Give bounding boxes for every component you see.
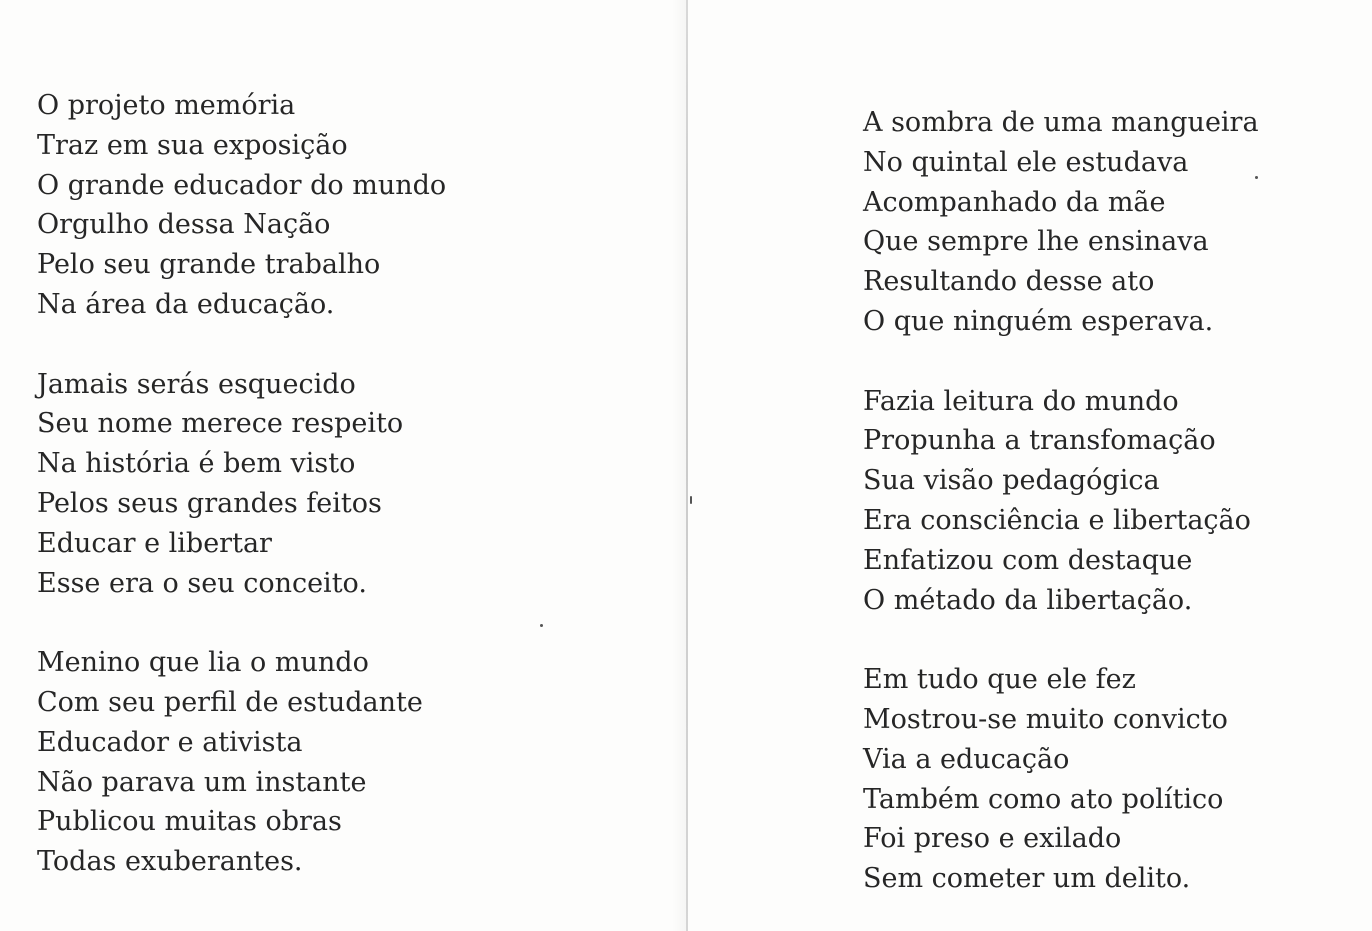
poem-line: Sua visão pedagógica xyxy=(863,465,1160,497)
poem-line: Educador e ativista xyxy=(37,726,303,758)
poem-line: Jamais serás esquecido xyxy=(37,368,356,400)
poem-line: O projeto memória xyxy=(37,90,296,121)
poem-line: Enfatizou com destaque xyxy=(863,544,1193,576)
poem-line: Educar e libertar xyxy=(37,527,272,559)
poem-line: Pelos seus grandes feitos xyxy=(37,487,382,519)
poem-line: Era consciência e libertação xyxy=(863,504,1251,536)
poem-line: Propunha a transfomação xyxy=(863,425,1216,457)
fold-shadow xyxy=(672,0,686,931)
stanza xyxy=(37,86,446,325)
scan-speck xyxy=(540,624,543,627)
scan-speck xyxy=(1255,176,1258,179)
poem-line: Pelo seu grande trabalho xyxy=(37,249,381,281)
poem-line: Acompanhado da mãe xyxy=(863,186,1166,218)
stanza xyxy=(863,382,1259,621)
page-fold xyxy=(686,0,688,931)
poem-line: Todas exuberantes. xyxy=(37,846,303,878)
poem-line: Na história é bem visto xyxy=(37,448,356,480)
poem-line: Seu nome merece respeito xyxy=(37,408,404,440)
poem-line: Em tudo que ele fez xyxy=(863,664,1136,696)
poem-line: Traz em sua exposição xyxy=(37,129,348,161)
poem-line: Foi preso e exilado xyxy=(863,823,1122,855)
scan-speck xyxy=(690,496,692,504)
left-column xyxy=(37,86,446,882)
poem-line: Não parava um instante xyxy=(37,766,367,798)
right-column xyxy=(863,103,1259,899)
stanza xyxy=(37,643,446,882)
stanza xyxy=(863,103,1259,342)
poem-line: Que sempre lhe ensinava xyxy=(863,226,1209,258)
poem-line: Sem cometer um delito. xyxy=(863,863,1191,895)
stanza xyxy=(863,660,1259,899)
poem-line: Publicou muitas obras xyxy=(37,806,342,838)
poem-line: Esse era o seu conceito. xyxy=(37,567,367,599)
poem-line: Na área da educação. xyxy=(37,288,335,320)
poem-line: Via a educação xyxy=(863,743,1070,775)
poem-line: Mostrou-se muito convicto xyxy=(863,703,1228,735)
poem-line: Com seu perfil de estudante xyxy=(37,686,423,718)
poem-line: Menino que lia o mundo xyxy=(37,647,369,679)
poem-line: A sombra de uma mangueira xyxy=(863,107,1259,138)
poem-line: O grande educador do mundo xyxy=(37,169,447,201)
poem-line: Orgulho dessa Nação xyxy=(37,209,331,241)
stanza xyxy=(37,365,446,604)
poem-line: O que ninguém esperava. xyxy=(863,305,1214,337)
poem-line: O métado da libertação. xyxy=(863,584,1193,616)
poem-line: No quintal ele estudava xyxy=(863,146,1189,178)
poem-line: Resultando desse ato xyxy=(863,266,1155,298)
poem-line: Fazia leitura do mundo xyxy=(863,385,1179,417)
poem-line: Também como ato político xyxy=(863,783,1224,815)
